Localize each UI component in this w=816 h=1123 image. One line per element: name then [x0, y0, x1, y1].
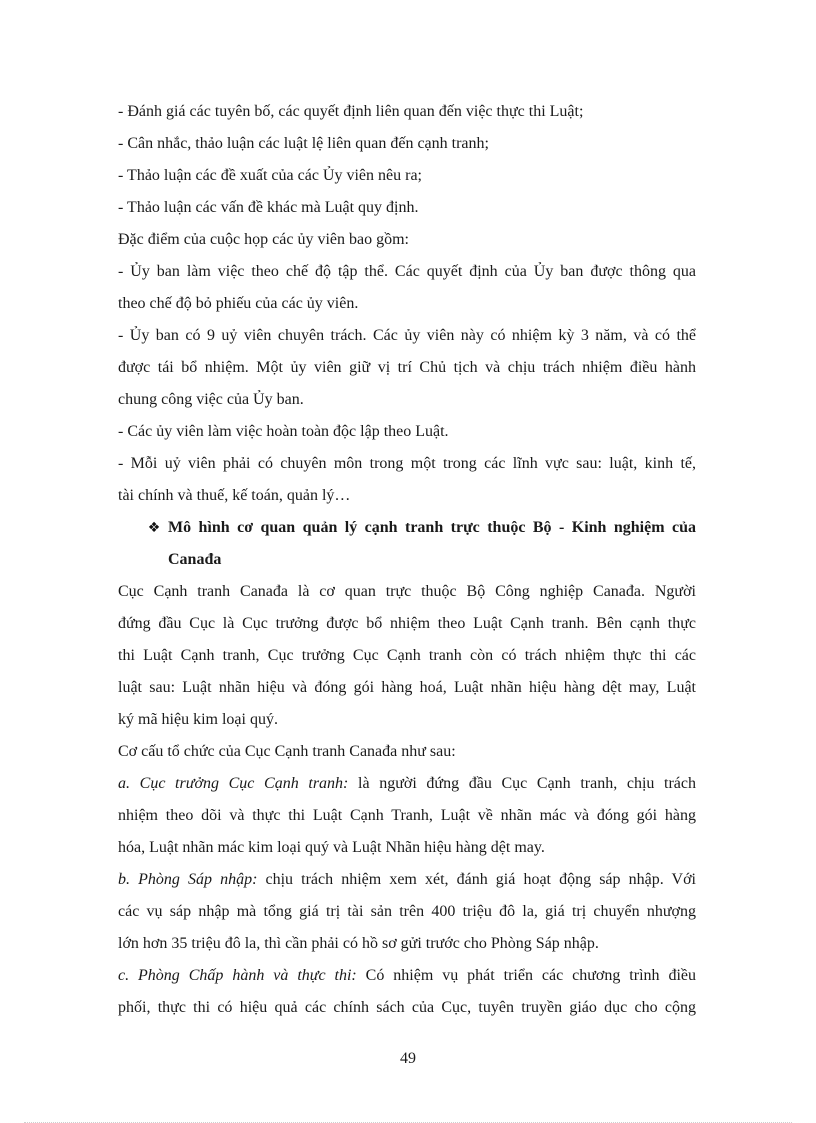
text-line: lớn hơn 35 triệu đô la, thì cần phải có hồ sơ gửi trước cho Phòng Sáp nhập. — [118, 935, 599, 952]
section-heading-line: Canađa — [168, 551, 222, 568]
item-b-text: chịu trách nhiệm xem xét, đánh giá hoạt động sáp nhập. Với — [257, 871, 696, 888]
section-heading-line: Mô hình cơ quan quản lý cạnh tranh trực thuộc Bộ - Kinh nghiệm của — [168, 519, 696, 536]
text-line: - Thảo luận các vấn đề khác mà Luật quy định. — [118, 199, 419, 216]
text-line: - Cân nhắc, thảo luận các luật lệ liên quan đến cạnh tranh; — [118, 135, 489, 152]
text-line: - Đánh giá các tuyên bố, các quyết định liên quan đến việc thực thi Luật; — [118, 103, 584, 120]
item-a-text: là người đứng đầu Cục Cạnh tranh, chịu trách — [348, 775, 697, 792]
list-item-b — [118, 864, 696, 896]
text-line: được tái bổ nhiệm. Một ủy viên giữ vị trí Chủ tịch và chịu trách nhiệm điều hành — [118, 359, 696, 376]
text-line: tài chính và thuế, kế toán, quản lý… — [118, 487, 351, 504]
list-item-a — [118, 768, 696, 800]
section-heading — [118, 512, 696, 576]
text-line: hóa, Luật nhãn mác kim loại quý và Luật Nhãn hiệu hàng dệt may. — [118, 839, 545, 856]
text-line: thi Luật Cạnh tranh, Cục trưởng Cục Cạnh tranh còn có trách nhiệm thực thi các — [118, 647, 696, 664]
text-line: - Thảo luận các đề xuất của các Ủy viên nêu ra; — [118, 167, 422, 184]
text-line: - Mỗi uỷ viên phải có chuyên môn trong một trong các lĩnh vực sau: luật, kinh tế, — [118, 455, 696, 472]
text-line: Đặc điểm của cuộc họp các ủy viên bao gồm: — [118, 231, 409, 248]
text-line: - Ủy ban có 9 uỷ viên chuyên trách. Các ủy viên này có nhiệm kỳ 3 năm, và có thể — [118, 327, 696, 344]
text-line: ký mã hiệu kim loại quý. — [118, 711, 278, 728]
text-line: đứng đầu Cục là Cục trưởng được bổ nhiệm theo Luật Cạnh tranh. Bên cạnh thực — [118, 615, 696, 632]
text-line: luật sau: Luật nhãn hiệu và đóng gói hàng hoá, Luật nhãn hiệu hàng dệt may, Luật — [118, 679, 696, 696]
item-c-label: c. Phòng Chấp hành và thực thi: — [118, 967, 357, 984]
text-line: - Các ủy viên làm việc hoàn toàn độc lập theo Luật. — [118, 423, 449, 440]
page-number: 49 — [400, 1050, 416, 1067]
list-item-c — [118, 960, 696, 992]
text-line: chung công việc của Ủy ban. — [118, 391, 304, 408]
text-line: Cục Cạnh tranh Canađa là cơ quan trực thuộc Bộ Công nghiệp Canađa. Người — [118, 583, 696, 600]
diamond-bullet-icon: ❖ — [147, 520, 161, 536]
item-b-label: b. Phòng Sáp nhập: — [118, 871, 258, 888]
text-line: các vụ sáp nhập mà tổng giá trị tài sản trên 400 triệu đô la, giá trị chuyển nhượng — [118, 903, 696, 920]
text-line: Cơ cấu tổ chức của Cục Cạnh tranh Canađa như sau: — [118, 743, 456, 760]
item-a-label: a. Cục trưởng Cục Cạnh tranh: — [118, 775, 349, 792]
document-body — [118, 96, 696, 1024]
text-line: phối, thực thi có hiệu quả các chính sách của Cục, tuyên truyền giáo dục cho cộng — [118, 999, 696, 1016]
text-line: - Ủy ban làm việc theo chế độ tập thể. Các quyết định của Ủy ban được thông qua — [118, 263, 696, 280]
text-line: nhiệm theo dõi và thực thi Luật Cạnh Tranh, Luật về nhãn mác và đóng gói hàng — [118, 807, 696, 824]
item-c-text: Có nhiệm vụ phát triển các chương trình điều — [356, 967, 696, 984]
text-line: theo chế độ bỏ phiếu của các ủy viên. — [118, 295, 359, 312]
